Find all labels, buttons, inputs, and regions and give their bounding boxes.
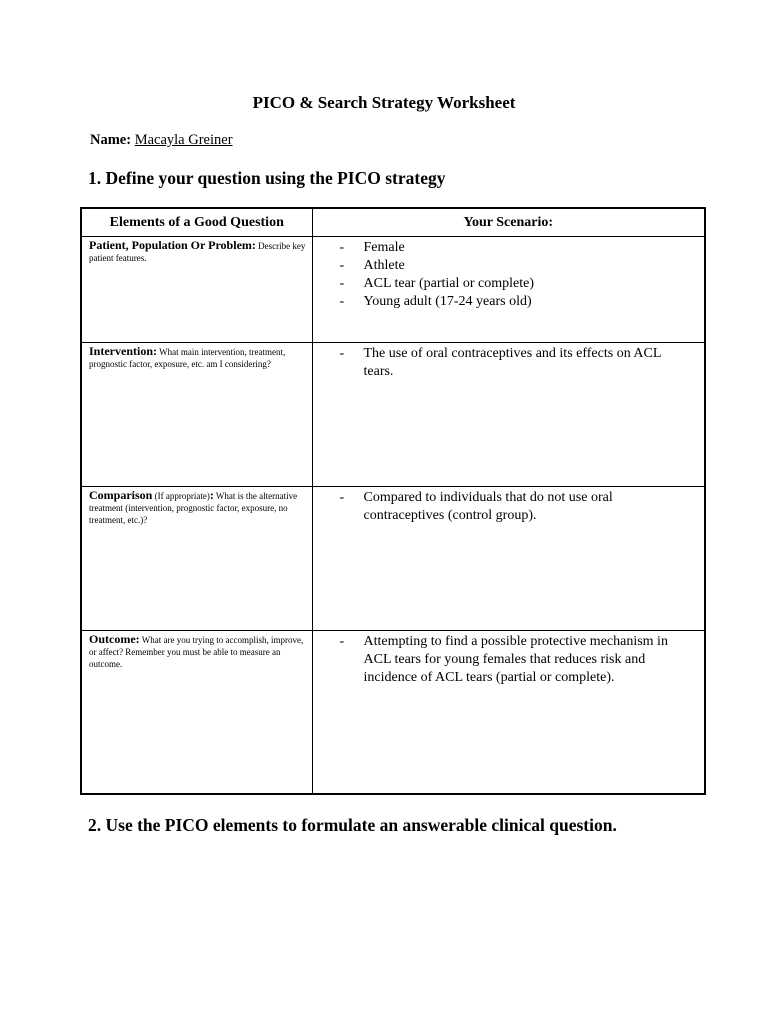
scenario-cell-patient [312, 237, 705, 343]
element-name: Comparison [89, 488, 153, 502]
scenario-cell-intervention [312, 343, 705, 487]
element-description: What are you trying to accomplish, improve, or affect? Remember you must be able to measure an outcome. [89, 635, 304, 669]
table-row-intervention [81, 343, 705, 487]
table-row-comparison [81, 487, 705, 631]
document-title: PICO & Search Strategy Worksheet [252, 93, 516, 112]
scenario-item: - The use of oral contraceptives and its effects on ACL tears. [340, 345, 695, 381]
scenario-item: - Young adult (17-24 years old) [340, 293, 695, 311]
section-1-heading: 1. Define your question using the PICO strategy [88, 168, 446, 188]
element-name: Outcome: [89, 632, 140, 646]
name-label: Name: [90, 132, 132, 148]
scenario-item: - Attempting to find a possible protective mechanism in ACL tears for young females that reduces risk and incidence of ACL tears (partial or complete). [340, 633, 695, 687]
element-cell-outcome [81, 631, 312, 795]
element-description: What main intervention, treatment, prognostic factor, exposure, etc. am I considering? [89, 347, 286, 369]
scenario-item: - Female [340, 239, 695, 257]
element-name: Intervention: [89, 344, 157, 358]
element-description: What is the alternative treatment (intervention, prognostic factor, exposure, no treatment, etc.)? [89, 491, 298, 525]
element-name: Patient, Population Or Problem: [89, 238, 256, 252]
table-header-row [81, 208, 705, 237]
table-row-patient [81, 237, 705, 343]
scenario-cell-outcome [312, 631, 705, 795]
section-2-heading: 2. Use the PICO elements to formulate an answerable clinical question. [88, 815, 617, 835]
scenario-item: - Athlete [340, 257, 695, 275]
element-cell-patient [81, 237, 312, 343]
element-colon: : [209, 488, 214, 502]
element-description: Describe key patient features. [89, 241, 306, 263]
name-value: Macayla Greiner [134, 132, 233, 148]
name-line [90, 132, 233, 149]
table-row-outcome [81, 631, 705, 795]
pico-table [80, 207, 706, 795]
element-cell-intervention [81, 343, 312, 487]
header-elements: Elements of a Good Question [81, 208, 312, 237]
scenario-item: - Compared to individuals that do not use oral contraceptives (control group). [340, 489, 695, 525]
element-cell-comparison [81, 487, 312, 631]
header-scenario: Your Scenario: [312, 208, 705, 237]
scenario-item: - ACL tear (partial or complete) [340, 275, 695, 293]
element-parenthetical: (If appropriate) [152, 491, 210, 501]
scenario-cell-comparison [312, 487, 705, 631]
